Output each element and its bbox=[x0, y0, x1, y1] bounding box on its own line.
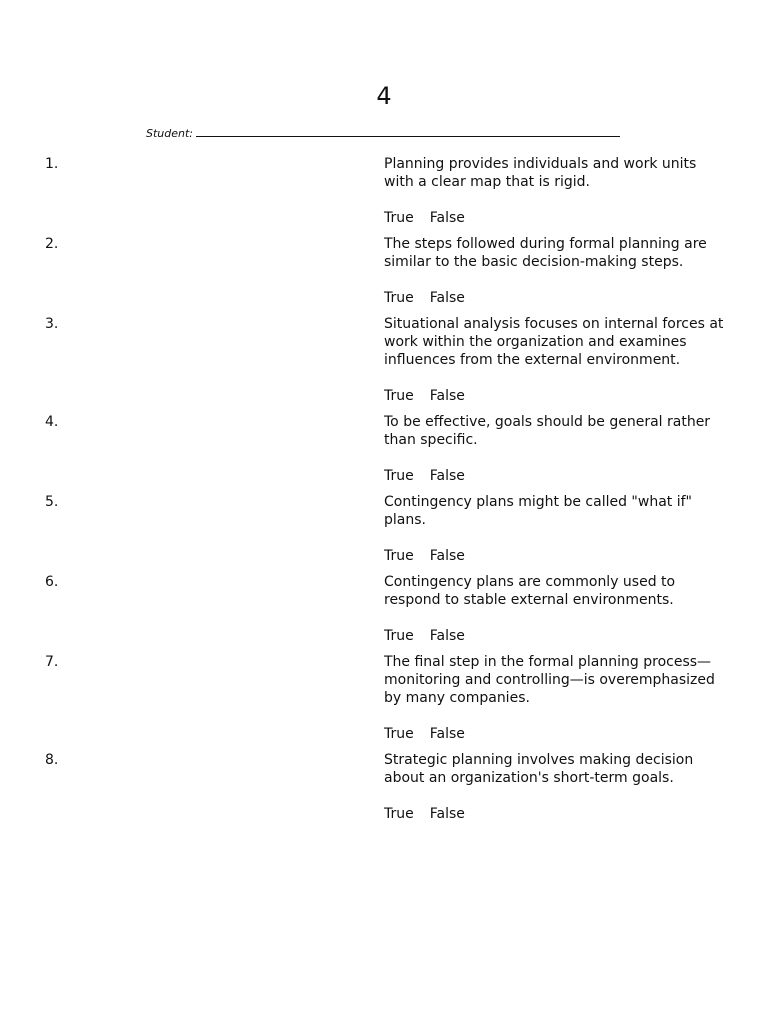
option-true[interactable]: True bbox=[384, 548, 414, 564]
question-item bbox=[0, 235, 768, 307]
question-text: Contingency plans are commonly used to respond to stable external environments. bbox=[384, 574, 676, 608]
true-false-options bbox=[384, 547, 724, 565]
option-true[interactable]: True bbox=[384, 806, 414, 822]
question-number: 6. bbox=[45, 574, 59, 590]
option-true[interactable]: True bbox=[384, 468, 414, 484]
option-false[interactable]: False bbox=[429, 726, 465, 742]
true-false-options bbox=[384, 725, 724, 743]
option-true[interactable]: True bbox=[384, 210, 414, 226]
true-false-options bbox=[384, 627, 724, 645]
question-text: The final step in the formal planning process—monitoring and controlling—is overemphasized by many companies. bbox=[384, 654, 715, 706]
question-number: 7. bbox=[45, 654, 59, 670]
question-number: 1. bbox=[45, 156, 59, 172]
question-item bbox=[0, 493, 768, 565]
question-item bbox=[0, 573, 768, 645]
option-false[interactable]: False bbox=[429, 388, 465, 404]
page-number: 4 bbox=[376, 82, 392, 110]
option-false[interactable]: False bbox=[429, 628, 465, 644]
option-true[interactable]: True bbox=[384, 388, 414, 404]
true-false-options bbox=[384, 467, 724, 485]
option-false[interactable]: False bbox=[429, 290, 465, 306]
question-text: Planning provides individuals and work units with a clear map that is rigid. bbox=[384, 156, 697, 190]
question-number: 3. bbox=[45, 316, 59, 332]
question-number: 8. bbox=[45, 752, 59, 768]
option-false[interactable]: False bbox=[429, 468, 465, 484]
question-number: 2. bbox=[45, 236, 59, 252]
question-text: To be effective, goals should be general rather than specific. bbox=[384, 414, 711, 448]
question-item bbox=[0, 653, 768, 743]
true-false-options bbox=[384, 209, 724, 227]
question-text: Contingency plans might be called "what if" plans. bbox=[384, 494, 692, 528]
student-name-line bbox=[146, 124, 620, 140]
question-item bbox=[0, 751, 768, 823]
student-label: Student: bbox=[146, 127, 194, 140]
question-text: Situational analysis focuses on internal forces at work within the organization and examines influences from the external environment. bbox=[384, 316, 724, 368]
true-false-options bbox=[384, 387, 724, 405]
question-item bbox=[0, 155, 768, 227]
option-false[interactable]: False bbox=[429, 806, 465, 822]
true-false-options bbox=[384, 805, 724, 823]
option-false[interactable]: False bbox=[429, 210, 465, 226]
option-true[interactable]: True bbox=[384, 628, 414, 644]
option-true[interactable]: True bbox=[384, 290, 414, 306]
true-false-options bbox=[384, 289, 724, 307]
question-item bbox=[0, 315, 768, 405]
question-number: 4. bbox=[45, 414, 59, 430]
option-false[interactable]: False bbox=[429, 548, 465, 564]
question-text: The steps followed during formal planning are similar to the basic decision-making steps. bbox=[384, 236, 707, 270]
option-true[interactable]: True bbox=[384, 726, 414, 742]
question-text: Strategic planning involves making decision about an organization's short-term goals. bbox=[384, 752, 694, 786]
question-item bbox=[0, 413, 768, 485]
student-name-blank[interactable] bbox=[196, 124, 620, 137]
question-number: 5. bbox=[45, 494, 59, 510]
question-list bbox=[0, 155, 768, 831]
